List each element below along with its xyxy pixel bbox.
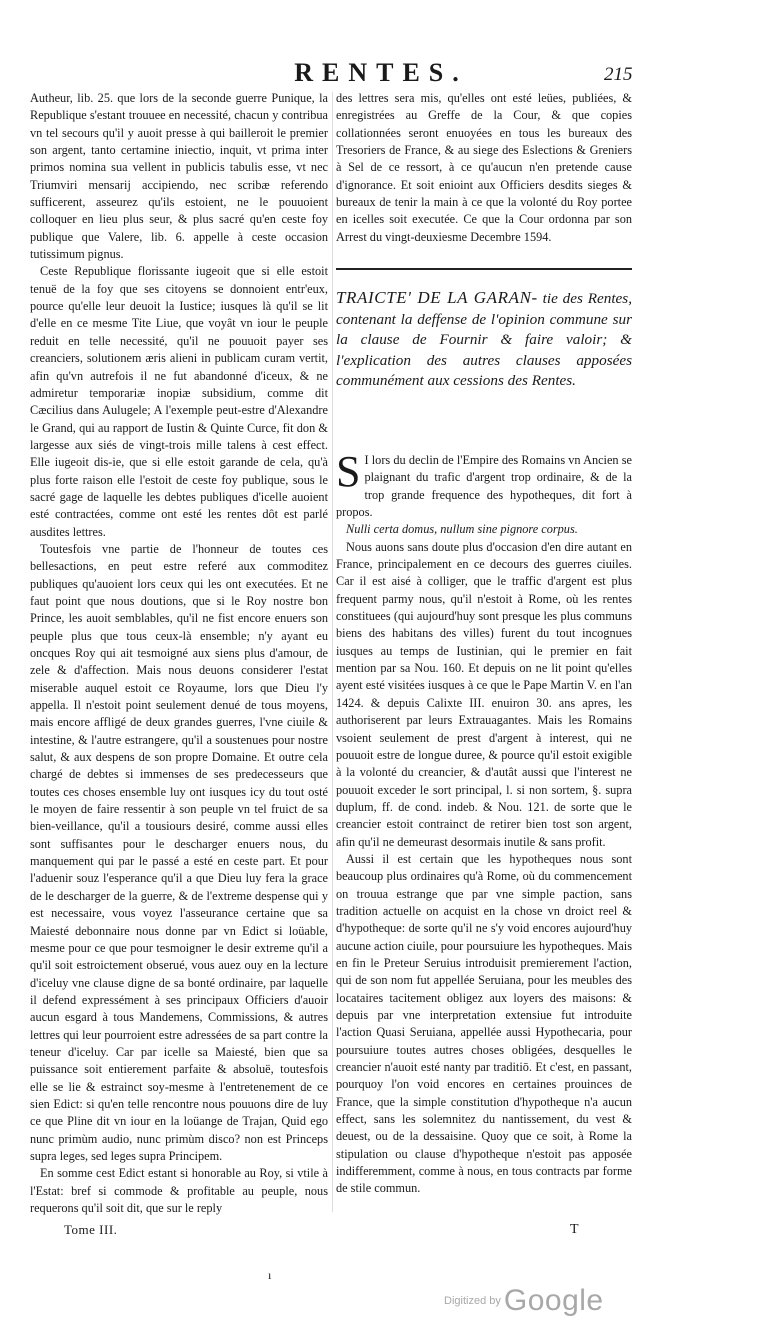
drop-capital: S bbox=[336, 447, 361, 496]
right-top-paragraph: des lettres sera mis, qu'elles ont esté leües, publiées, & enregistrées au Greffe de la Cour, & que copies collationnées seront enuoyées en tous les bureaux des Tresoriers de France, & au siege des Eslections & Greniers à Sel de ce ressort, à ce qu'aucun n'en pretende cause d'ignorance. Et soit enioint aux Officiers desdits sieges & bureaux de tenir la main à ce que la volonté du Roy portee en icelles soit executée. Ce que la Cour ordonna par son Arrest du vingt-deuxiesme Decembre 1594. bbox=[336, 91, 632, 244]
digitization-watermark bbox=[444, 1284, 604, 1318]
running-title: RENTES. bbox=[294, 58, 468, 87]
treatise-body bbox=[336, 447, 632, 1198]
treatise-paragraph-2: Nous auons sans doute plus d'occasion d'en dire autant en France, principalement en ce decours des guerres ciuiles. Car il est aisé à colliger, que le traffic d'argent est plus frequent parmy nous, qu'il n'estoit à Rome, où les rentes constituees (qui aujourd'huy sont presque les plus communs biens des habitans des villes) furent du tout incognues iusques au temps de Iustinian, qui le premier en fait mention par sa Nou. 160. Et depuis on ne lit point qu'elles ayent esté visitées iusques à ce que le Pape Martin V. en l'an 1424. & depuis Calixte III. enuiron 30. ans apres, les authoriserent par leurs Extrauagantes. Mais les Romains vsoient seulement de prest d'argent à interest, qui ne pouuoit estre de longue duree, & pource qu'il estoit exigible à la volonté du creancier, & d'autât aussi que l'interest ne pouuoit exceder le sort principal, l. si non sortem, §. supra duplum, ff. de cond. indeb. & Nou. 121. de sorte que le creancier estoit contrainct de retirer bien tost son argent, afin qu'il ne demeurast desormais inutile & sans profit. bbox=[336, 539, 632, 849]
left-paragraph-4: En somme cest Edict estant si honorable au Roy, si vtile à l'Estat: bref si commode & profitable au peuple, nous requerons qu'il soit dit, que sur le reply bbox=[30, 1166, 328, 1215]
left-paragraph-1: Autheur, lib. 25. que lors de la seconde guerre Punique, la Republique s'estant trouuee en necessité, chacun y contribua vn tel secours qu'il y auoit presse à qui bailleroit le premier son argent, tanto certamine iniectio, inquit, vt prima inter primos nomina sua vellent in publicis tabulis esse, vt nec Triumviri mensarij accipiendo, nec scribæ referendo sufficerent, asseurez qu'ils estoient, ne le pouuoient colloquer en lieu plus seur, & plus sacré qu'en ceste foy publique que Valere, lib. 6. appelle à ceste occasion tutissimum pignus. bbox=[30, 91, 328, 262]
treatise-paragraph-3: Aussi il est certain que les hypotheques nous sont beaucoup plus ordinaires qu'à Rome, où du commencement on trouua estrange que par vne simple paction, sans tradition actuelle on acquist en la chose vn droict reel & d'hypotheque: de sorte qu'il ne s'y void encores aujourd'huy aucune action ciuile, pour poursuiure les hypotheques. Mais en fin le Preteur Seruius introduisit premierement l'action, qui de son nom fut appellée Seruiana, pour les meubles des locataires tacitement obligez aux loyers des maisons: & depuis par vne interpretation extensiue fut introduite l'action Quasi Seruiana, appellée aussi Hypothecaria, pour poursuiure toutes autres choses obligées, desquelles le creancier n'auoit esté nanty par traditiō. Et c'est, en passant, pourquoy l'on void encores en certaines prouinces de France, que la simple constitution d'hypotheque n'a aucun effect, sans les solemnitez du nantissement, du vest & deuest, ou de la dessaisine. Quoy que ce soit, à Rome la stipulation ou clause d'hypotheque n'estoit pas apposée indifferemment, comme à nous, en tous contracts par forme de stile commun. bbox=[336, 851, 632, 1196]
section-rule bbox=[336, 268, 632, 270]
latin-motto: Nulli certa domus, nullum sine pignore corpus. bbox=[346, 522, 578, 537]
treatise-heading-caps: TRAICTE' DE LA GARAN- bbox=[336, 288, 538, 307]
left-paragraph-3: Toutesfois vne partie de l'honneur de toutes ces bellesactions, en peut estre referé aux commoditez publiques qu'auoient lors ceux qui les ont executées. Et ne faut point que nous doutions, que si le Roy nostre bon Prince, les auoit semblables, qu'il ne fist encore enuers son peuple plus que tous ceux-là ensemble; n'y ayant eu oncques Roy qui ait tesmoigné aux siens plus d'amour, de zele & d'affection. Mais nous deuons considerer l'estat miserable auquel estoit ce Royaume, lors que Dieu l'y appella. Il n'estoit point seulement denué de tous moyens, mais encore affligé de deux grandes guerres, l'vne ciuile & intestine, & l'autre estrangere, qu'il a soustenues pour nostre salut, & aux despens de son propre Domaine. Et outre cela chargé de debtes si immenses de ses predecesseurs que toutes ces choses ensemble luy ont iusques icy du tout osté le moyen de faire ressentir à son peuple vn tel fruict de sa bien-veillance, qu'il a tousiours desiré, comme aussi elles sont suffisantes pour le descharger enuers nous, du manquement qui par le passé a esté en ceste part. Et pour l'aduenir souz l'esperance qu'il a que Dieu luy fera la grace de le descharger de la guerre, & de l'extreme despense qui y est necessaire, vous voyez l'asseurance certaine que sa Maiesté debonnaire nous donne par vn Edict si loüable, mesme pour ce que pour tesmoigner le desir extreme qu'il a qu'il soit estroictement obserué, vous auez ouy en la lecture d'iceluy vne clause digne de sa bonté ordinaire, par laquelle il defend expressément à ses principaux Officiers d'auoir aucun esgard à tous Mandemens, Commissions, & autres lettres qui leur pourroient estre adressées de sa part contre la teneur d'iceluy. Car par icelle sa Maiesté, bien que sa puissance soit entierement parfaite & absoluë, toutesfois elle se lie & estrainct soy-mesme à l'entretenement de ce sien Edict: si qu'en telle rencontre nous pouuons dire de luy ce que Pline dit vn iour en la loüange de Trajan, Quid ego nunc primùm audio, nunc primùm disco? non est Princeps supra leges, sed leges supra Principem. bbox=[30, 541, 328, 1163]
watermark-prefix: Digitized by bbox=[444, 1295, 501, 1307]
right-column-top bbox=[336, 90, 632, 246]
treatise-heading bbox=[336, 288, 632, 392]
page-number: 215 bbox=[604, 64, 633, 85]
column-divider bbox=[332, 92, 333, 1212]
treatise-first-text: I lors du declin de l'Empire des Romains vn Ancien se plaignant du trafic d'argent trop ordinaire, & de la trop grande frequence des hypotheques, dit fort à propos. bbox=[336, 453, 632, 520]
gutter-mark: ı bbox=[268, 1268, 272, 1282]
treatise-heading-rest: tie des Rentes, contenant la deffense de l'opinion commune sur la clause de Fournir & faire valoir; & l'explication des autres clauses apposées communément aux cessions des Rentes. bbox=[336, 290, 632, 389]
volume-label: Tome III. bbox=[64, 1222, 118, 1237]
treatise-first-paragraph bbox=[336, 447, 632, 521]
watermark-logo: Google bbox=[503, 1284, 604, 1317]
signature-mark: T bbox=[570, 1222, 579, 1237]
left-paragraph-2: Ceste Republique florissante iugeoit que si elle estoit tenuë de la foy que ses citoyens se donnoient entr'eux, pource qu'elle leur deuoit la Iustice; iusques là qu'il se lit d'elle en ce mesme Tite Liue, que voyât vn iour le peuple reduit en telle necessité, qu'il ne pouuoit payer ses creanciers, solutionem æris alieni in publicam curam vertit, afin qu'vn autrefois il ne fut abandonné d'iceux, & ne admiretur temporariæ inopiæ subsidium, comme dit Cæcilius dans Aulugele; A l'exemple peut-estre d'Alexandre le Grand, qui au rapport de Iustin & Quinte Curce, fit don & largesse aux siés de vingt-trois mille talens à cest effect. Elle iugeoit dis-ie, que si elle estoit garande de cela, qu'à plus forte raison elle l'estoit de ceste foy publique, sous le sacré gage de laquelle les debtes publiques d'icelle auoient esté contractées, comme ont esté les rentes dôt est parlé ausdites lettres. bbox=[30, 264, 328, 539]
left-column bbox=[30, 90, 328, 1217]
